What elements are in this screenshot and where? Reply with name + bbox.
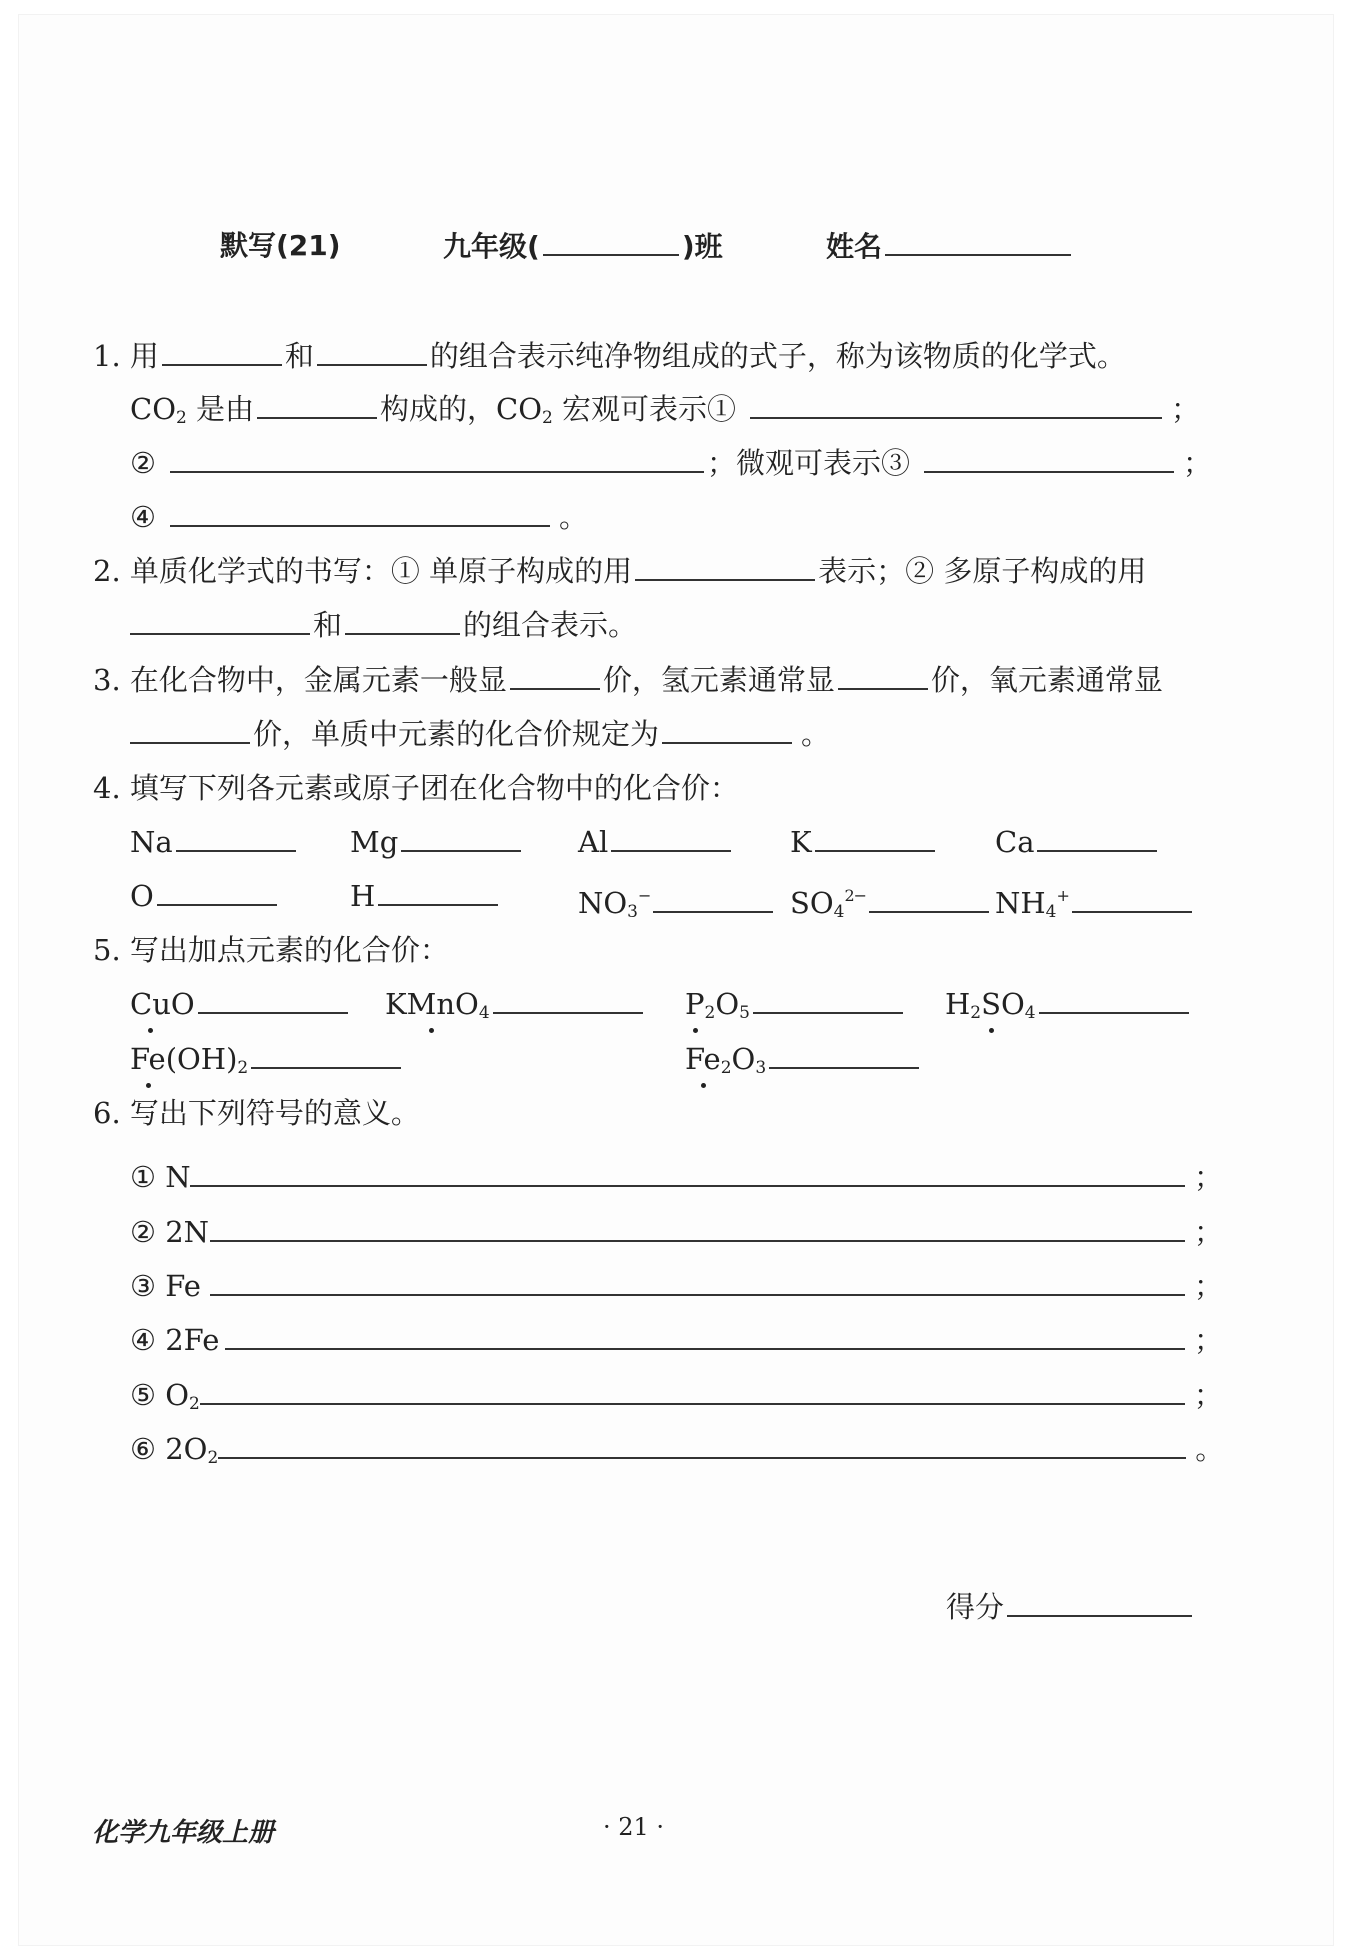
q1-blank-2[interactable] [317,336,427,366]
subscript: 4 [833,902,845,922]
q3-blank-2[interactable] [838,660,928,690]
subscript: 4 [1045,902,1057,922]
q3-text: 3. 在化合物中，金属元素一般显 [93,663,507,697]
q4-item-o [130,876,280,916]
footer-book-title [92,1813,274,1853]
q3-line1 [93,660,1163,700]
q1-text: ④ [130,500,156,534]
q1-text: 和 [284,339,314,373]
superscript: + [1056,886,1069,905]
q5-item-p2o5 [685,984,906,1033]
score-blank[interactable] [1007,1587,1192,1617]
page-number-text: · 21 · [603,1813,665,1841]
class-label-suffix: )班 [681,230,723,263]
punctuation: 。 [801,717,831,751]
q1-blank-4[interactable] [750,389,1162,419]
q2-blank-3[interactable] [345,605,460,635]
q2-line2 [130,605,637,645]
q4-blank[interactable] [869,883,989,913]
q6-blank[interactable] [210,1212,1185,1242]
page-number [603,1807,664,1847]
q5-blank[interactable] [251,1039,401,1069]
q5-title [93,930,449,970]
punctuation: ； [1194,1215,1224,1249]
q6-symbol: ② 2N [130,1215,210,1249]
dotted-element: S [981,984,1001,1024]
q4-item-al [578,822,734,862]
q6-blank[interactable] [200,1375,1185,1405]
dotted-element: Cu [130,984,171,1024]
q3-blank-4[interactable] [662,714,792,744]
q5-item-h2so4 [945,984,1192,1033]
q5-blank[interactable] [198,984,348,1014]
subscript: 3 [755,1058,767,1078]
subscript: 4 [478,1003,490,1023]
q1-text: 宏观可表示① [552,392,737,426]
subscript: 2 [207,1448,219,1468]
q1-line2 [130,389,1200,438]
name-field [826,226,1074,267]
q2-text: 的组合表示。 [463,608,638,642]
q4-blank[interactable] [401,822,521,852]
formula: O [731,1042,756,1076]
dictation-title: 默写(21) [220,229,341,262]
q4-blank[interactable] [378,876,498,906]
subscript: 2 [970,1003,982,1023]
class-field [443,226,723,267]
q6-item-2 [130,1212,1223,1252]
q6-blank[interactable] [218,1429,1186,1459]
punctuation: 。 [559,500,589,534]
q2-text: 和 [313,608,343,642]
punctuation: ； [1194,1269,1224,1303]
element-symbol: K [790,825,812,859]
formula: O [170,987,195,1021]
element-symbol: Mg [350,825,399,859]
q5-item-feoh2 [130,1039,404,1088]
element-symbol: H [350,879,376,913]
subscript: 2 [237,1058,249,1078]
q1-line1 [93,336,1126,376]
q3-blank-3[interactable] [130,714,250,744]
element-symbol: Na [130,825,173,859]
q1-text: 构成的，CO [380,392,542,426]
q2-blank-1[interactable] [635,551,815,581]
q5-blank[interactable] [493,984,643,1014]
q4-item-no3 [578,876,776,932]
q5-item-cuo [130,984,351,1024]
q5-blank[interactable] [753,984,903,1014]
q4-item-so4 [790,876,992,932]
punctuation: ； [1183,446,1213,480]
class-blank[interactable] [543,226,679,256]
subscript: 2 [704,1003,716,1023]
q6-symbol: ③ Fe [130,1269,201,1303]
subscript: 5 [739,1003,750,1023]
q4-blank[interactable] [815,822,935,852]
q2-line1 [93,551,1146,591]
book-title: 化学九年级上册 [92,1818,275,1848]
q4-blank[interactable] [1037,822,1157,852]
q3-text: 价，氧元素通常显 [930,663,1163,697]
superscript: − [637,886,651,905]
name-blank[interactable] [885,226,1071,256]
dotted-element: Fe [685,1039,721,1079]
formula: O [455,987,479,1021]
subscript: 2 [189,1394,200,1414]
q3-line2 [130,714,830,754]
formula: K [385,987,407,1021]
q4-item-h [350,876,501,916]
page-background [18,14,1334,1946]
q4-item-k [790,822,938,862]
q1-text: 是由 [186,392,255,426]
q4-blank[interactable] [157,876,277,906]
subscript: 3 [627,902,638,922]
q6-item-6 [130,1429,1224,1478]
subscript: 2 [720,1058,732,1078]
score-label: 得分 [946,1590,1005,1624]
q4-item-ca [995,822,1160,862]
punctuation: ； [1171,392,1201,426]
punctuation: ； [1193,1378,1223,1412]
q1-text: ② [130,446,156,480]
superscript: 2− [844,886,867,905]
q4-item-mg [350,822,524,862]
q1-blank-5[interactable] [170,443,704,473]
q5-text: 5. 写出加点元素的化合价： [93,933,449,967]
q4-blank[interactable] [176,822,296,852]
punctuation: ； [1194,1160,1224,1194]
q5-item-kmno4 [385,984,646,1033]
class-label-prefix: 九年级( [443,230,540,263]
q4-blank[interactable] [1072,883,1192,913]
q5-item-fe2o3 [685,1039,922,1088]
formula: O [1001,987,1025,1021]
subscript: 2 [175,408,187,428]
q3-text: 价，单质中元素的化合价规定为 [253,717,660,751]
q6-item-4 [130,1320,1223,1360]
dotted-element: P [685,984,705,1024]
element-symbol: O [130,879,154,913]
element-symbol: Ca [995,825,1035,859]
q6-blank[interactable] [225,1320,1185,1350]
dotted-element: Mn [407,984,455,1024]
q4-text: 4. 填写下列各元素或原子团在化合物中的化合价： [93,771,739,805]
q6-item-5 [130,1375,1223,1424]
subscript: 4 [1024,1003,1036,1023]
formula: O [715,987,740,1021]
q6-item-1 [130,1157,1223,1197]
q4-blank[interactable] [611,822,731,852]
element-symbol: Al [578,825,609,859]
q1-blank-1[interactable] [162,336,282,366]
punctuation: 。 [1195,1432,1225,1466]
q2-blank-2[interactable] [130,605,310,635]
q4-blank[interactable] [653,883,773,913]
q1-text: 1. 用 [93,339,159,373]
subscript: 2 [541,408,553,428]
q4-item-nh4 [995,876,1195,932]
q1-text: ；微观可表示③ [707,446,911,480]
q1-line4 [130,497,588,537]
q2-text: 2. 单质化学式的书写：① 单原子构成的用 [93,554,633,588]
q3-blank-1[interactable] [510,660,600,690]
q6-symbol: ⑤ O [130,1378,189,1412]
q6-symbol: ⑥ 2O [130,1432,208,1466]
q6-text: 6. 写出下列符号的意义。 [93,1096,420,1130]
q2-text: 表示；② 多原子构成的用 [818,554,1147,588]
q6-item-3 [130,1266,1223,1306]
formula: SO [790,886,834,920]
q6-title [93,1093,420,1133]
q5-blank[interactable] [769,1039,919,1069]
q6-symbol: ④ 2Fe [130,1323,220,1357]
dotted-element: Fe [130,1039,166,1079]
q1-blank-3[interactable] [257,389,377,419]
score-field [946,1587,1195,1627]
q1-line3 [130,443,1212,483]
q4-title [93,768,739,808]
q1-text: CO [130,392,176,426]
q5-blank[interactable] [1039,984,1189,1014]
q1-blank-6[interactable] [924,443,1174,473]
worksheet-title [220,226,341,266]
q1-blank-7[interactable] [170,497,550,527]
formula: NO [578,886,628,920]
formula: (OH) [165,1042,238,1076]
q6-blank[interactable] [210,1266,1185,1296]
formula: NH [995,886,1046,920]
q3-text: 价，氢元素通常显 [602,663,835,697]
punctuation: ； [1194,1323,1224,1357]
q6-blank[interactable] [190,1157,1185,1187]
q6-symbol: ① N [130,1160,191,1194]
name-label: 姓名 [826,230,883,263]
q4-item-na [130,822,299,862]
q1-text: 的组合表示纯净物组成的式子，称为该物质的化学式。 [429,339,1126,373]
formula: H [945,987,971,1021]
